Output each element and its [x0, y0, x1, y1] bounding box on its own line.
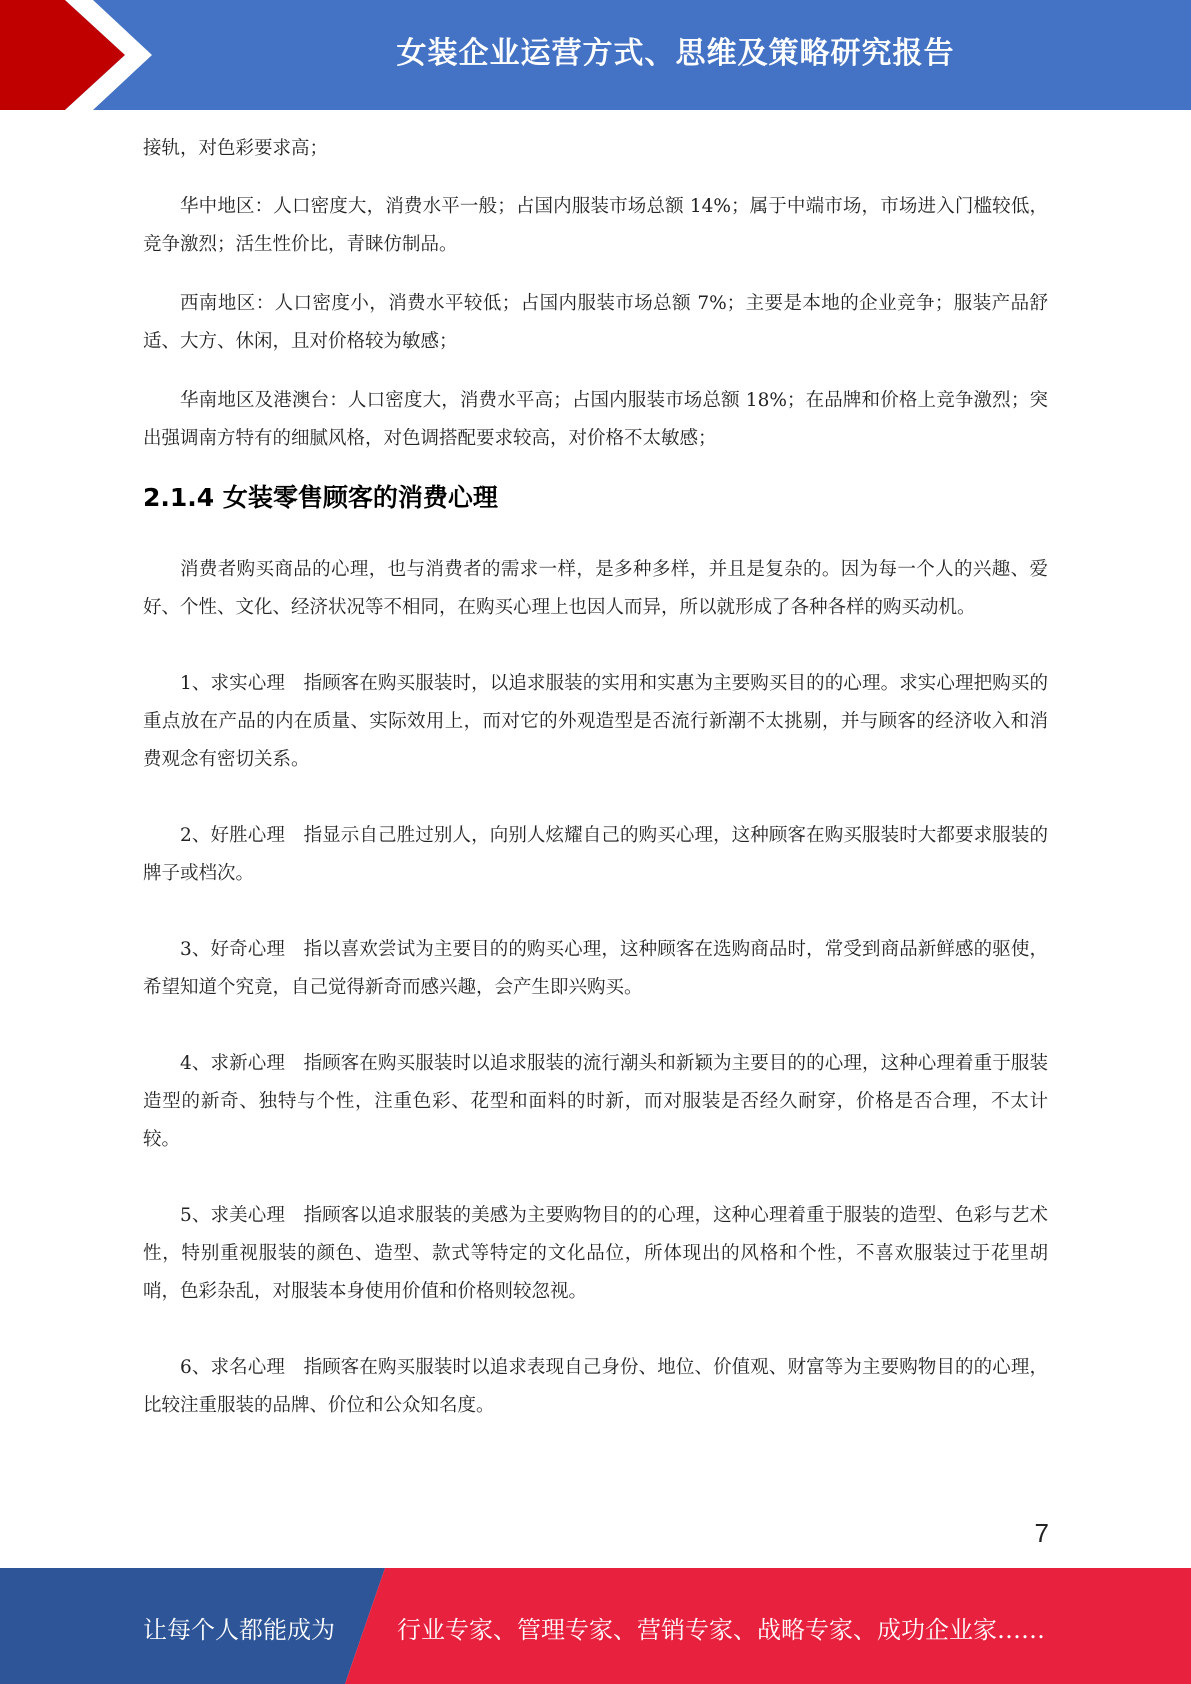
paragraph-intro: 消费者购买商品的心理，也与消费者的需求一样，是多种多样，并且是复杂的。因为每一个人的兴趣、爱好、个性、文化、经济状况等不相同，在购买心理上也因人而异，所以就形成了各种各样的购买动机。: [143, 559, 1048, 618]
paragraph-central-china: 华中地区：人口密度大，消费水平一般；占国内服装市场总额 14%；属于中端市场，市场进入门槛较低，竞争激烈；活生性价比，青睐仿制品。: [143, 196, 1048, 255]
paragraph-southwest: 西南地区：人口密度小，消费水平较低；占国内服装市场总额 7%；主要是本地的企业竞争；服装产品舒适、大方、休闲，且对价格较为敏感；: [143, 293, 1048, 352]
page-header: [0, 0, 1191, 110]
page-number: 7: [1034, 1518, 1049, 1548]
paragraph-fame: 6、求名心理 指顾客在购买服装时以追求表现自己身份、地位、价值观、财富等为主要购物目的的心理，比较注重服装的品牌、价位和公众知名度。: [143, 1357, 1048, 1416]
report-title: 女装企业运营方式、思维及策略研究报告: [396, 36, 955, 71]
page-footer: [0, 1568, 1191, 1684]
section-heading: 2.1.4 女装零售顾客的消费心理: [143, 483, 498, 512]
footer-slogan-left: 让每个人都能成为: [143, 1616, 335, 1644]
paragraph-competitive: 2、好胜心理 指显示自己胜过别人，向别人炫耀自己的购买心理，这种顾客在购买服装时大都要求服装的牌子或档次。: [143, 825, 1048, 884]
paragraph-south-china: 华南地区及港澳台：人口密度大，消费水平高；占国内服装市场总额 18%；在品牌和价格上竞争激烈；突出强调南方特有的细腻风格，对色调搭配要求较高，对价格不太敏感；: [143, 390, 1048, 449]
paragraph-curiosity: 3、好奇心理 指以喜欢尝试为主要目的的购买心理，这种顾客在选购商品时，常受到商品新鲜感的驱使，希望知道个究竟，自己觉得新奇而感兴趣，会产生即兴购买。: [143, 939, 1048, 998]
paragraph-practical: 1、求实心理 指顾客在购买服装时，以追求服装的实用和实惠为主要购买目的的心理。求实心理把购买的重点放在产品的内在质量、实际效用上，而对它的外观造型是否流行新潮不太挑剔，并与顾客的经济收入和消费观念有密切关系。: [143, 673, 1048, 770]
page-content: [143, 130, 1048, 1425]
footer-slogan-right: 行业专家、管理专家、营销专家、战略专家、成功企业家……: [397, 1616, 1045, 1644]
header-arrow-decoration: [0, 0, 200, 110]
paragraph-novelty: 4、求新心理 指顾客在购买服装时以追求服装的流行潮头和新颖为主要目的的心理，这种心理着重于服装造型的新奇、独特与个性，注重色彩、花型和面料的时新，而对服装是否经久耐穿，价格是否合理，不太计较。: [143, 1053, 1048, 1150]
paragraph-continuation: 接轨，对色彩要求高；: [143, 138, 329, 159]
paragraph-beauty: 5、求美心理 指顾客以追求服装的美感为主要购物目的的心理，这种心理着重于服装的造型、色彩与艺术性，特别重视服装的颜色、造型、款式等特定的文化品位，所体现出的风格和个性，不喜欢服装过于花里胡哨，色彩杂乱，对服装本身使用价值和价格则较忽视。: [143, 1205, 1048, 1302]
